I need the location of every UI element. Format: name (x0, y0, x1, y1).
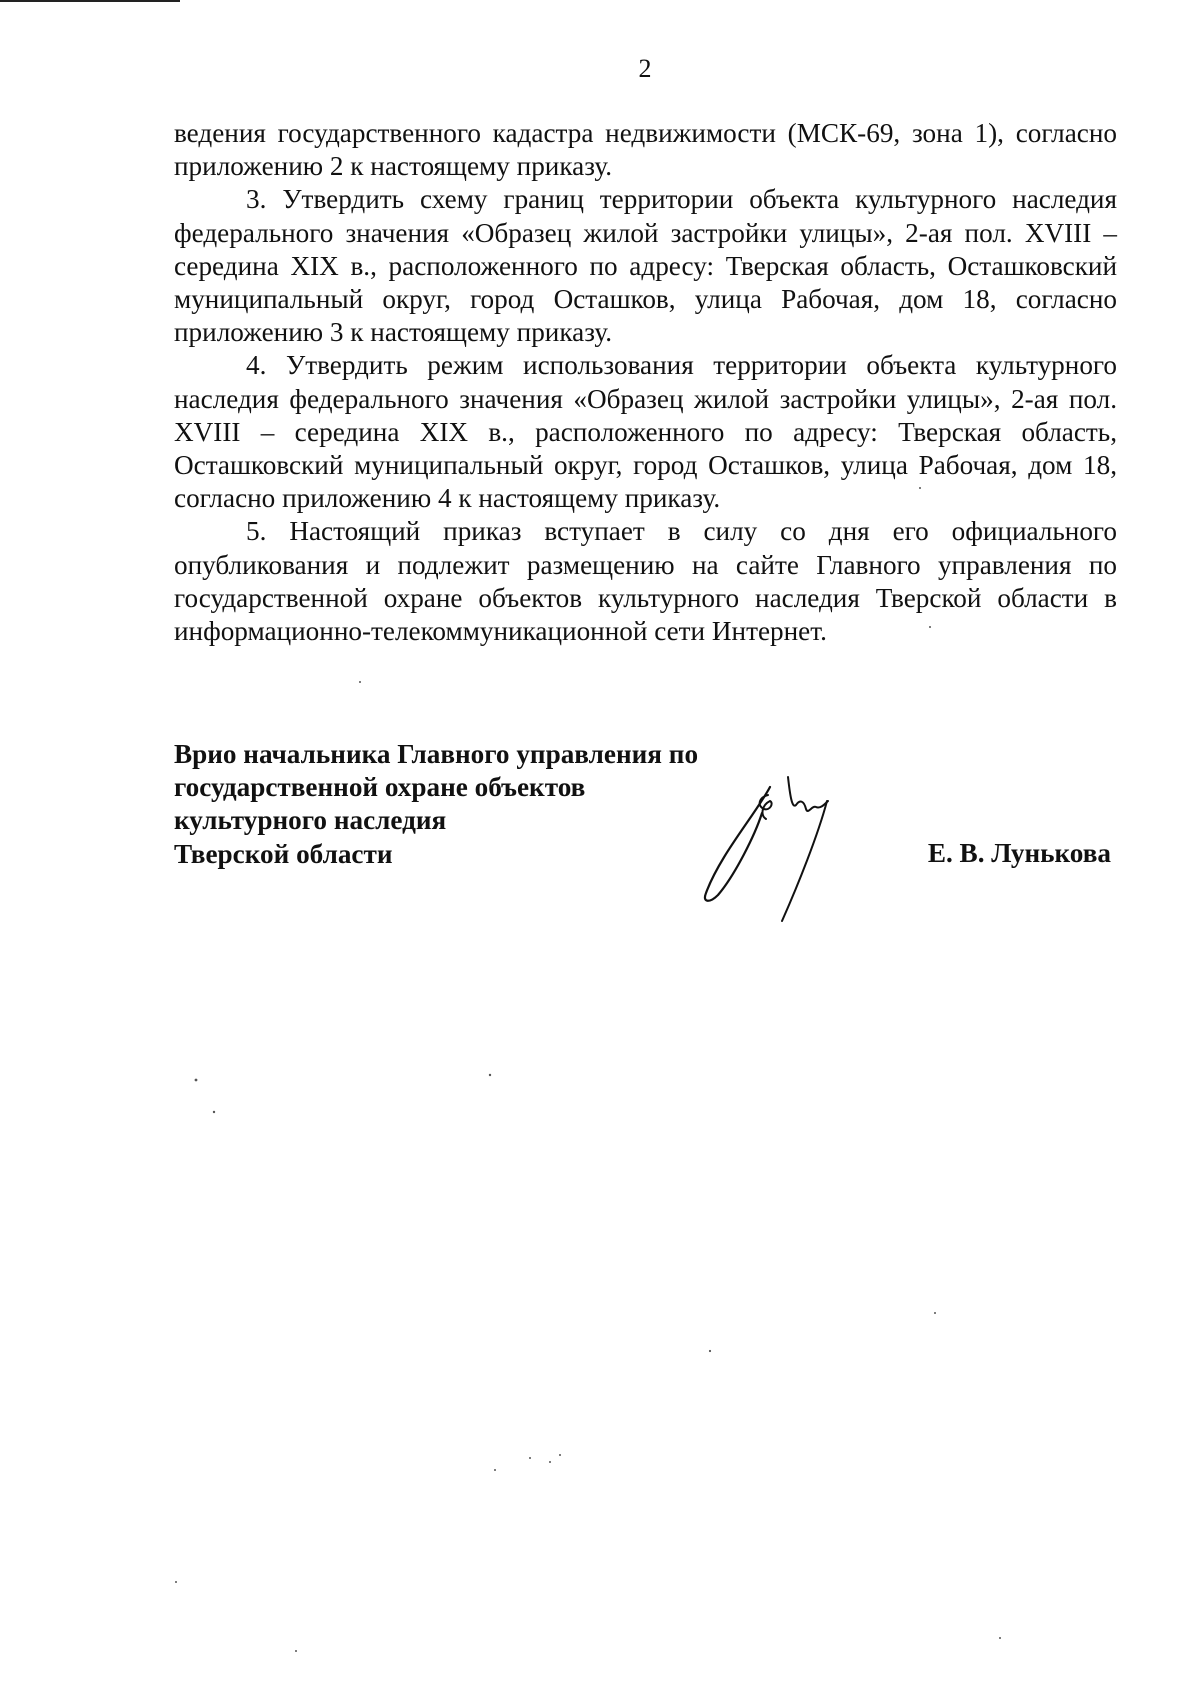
paragraph-item-3: 3. Утвердить схему границ территории объекта культурного наследия федерального значения «Образец жилой застройки улицы», 2-ая пол. XVIII – середина XIX в., расположенного по адресу: Тверская область, Осташковский муниципальный округ, город Осташков, улица Рабочая, дом 18, согласно приложению 3 к настоящему приказу. (174, 184, 1117, 348)
signatory-name: Е. В. Лунькова (927, 838, 1111, 868)
position-line: Врио начальника Главного управления по (174, 739, 699, 769)
paragraph-item-4: 4. Утвердить режим использования территории объекта культурного наследия федерального значения «Образец жилой застройки улицы», 2-ая пол. XVIII – середина XIX в., расположенного по адресу: Тверская область, Осташковский муниципальный округ, город Осташков, улица Рабочая, дом 18, согласно приложению 4 к настоящему приказу. (174, 350, 1117, 514)
position-line: государственной охране объектов (174, 772, 586, 803)
scan-edge-line (0, 0, 180, 2)
document-body (174, 117, 1117, 648)
paragraph-item-5: 5. Настоящий приказ вступает в силу со дня его официального опубликования и подлежит размещению на сайте Главного управления по государственной охране объектов культурного наследия Тверской области в информационно-телекоммуникационной сети Интернет. (174, 516, 1117, 647)
handwritten-signature (700, 775, 880, 925)
position-line: культурного наследия (174, 805, 447, 836)
position-line: Тверской области (174, 838, 393, 869)
signatory-position (174, 738, 698, 871)
page-number: 2 (638, 54, 652, 83)
paragraph-continuation: ведения государственного кадастра недвижимости (МСК-69, зона 1), согласно приложению 2 к настоящему приказу. (174, 118, 1117, 182)
